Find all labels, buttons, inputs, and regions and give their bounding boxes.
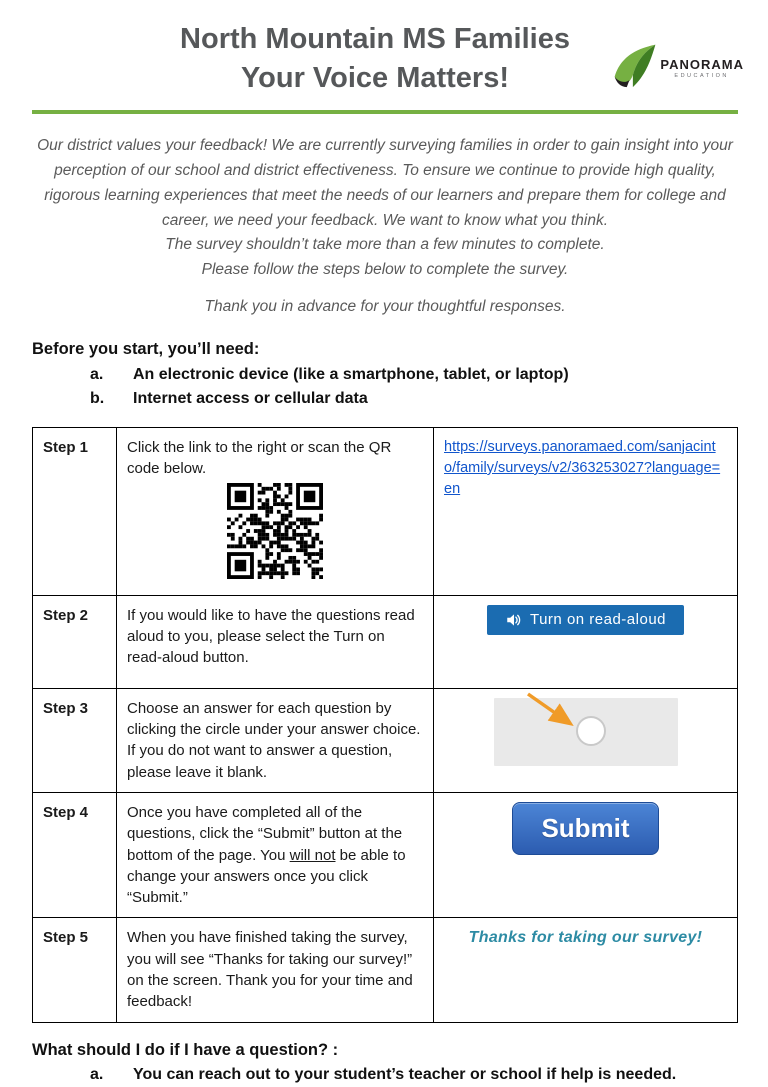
list-item bbox=[32, 1063, 738, 1087]
step-2-description: If you would like to have the questions read aloud to you, please select the Turn on read-aloud button. bbox=[117, 595, 434, 688]
step-3-visual-cell bbox=[434, 688, 738, 792]
steps-table bbox=[32, 427, 738, 1023]
list-marker: b. bbox=[90, 389, 105, 407]
table-row-step-4 bbox=[33, 792, 738, 917]
table-row-step-5 bbox=[33, 918, 738, 1022]
answer-choice-demo bbox=[494, 698, 678, 766]
before-start-list bbox=[32, 363, 738, 411]
intro-line-follow-steps: Please follow the steps below to complete the survey. bbox=[201, 261, 569, 279]
answer-radio-circle[interactable] bbox=[576, 716, 606, 746]
panorama-logo bbox=[606, 42, 744, 94]
step-4-description-underline: will not bbox=[289, 846, 336, 864]
step-5-visual-cell bbox=[434, 918, 738, 1022]
list-text: An electronic device (like a smartphone, tablet, or laptop) bbox=[133, 365, 569, 383]
read-aloud-button-label: Turn on read-aloud bbox=[529, 611, 667, 629]
before-start-section bbox=[32, 340, 738, 411]
list-text: You can reach out to your student’s teacher or school if help is needed. bbox=[133, 1065, 677, 1083]
step-4-label: Step 4 bbox=[33, 792, 117, 917]
list-text: Internet access or cellular data bbox=[133, 389, 368, 407]
step-1-visual-cell bbox=[434, 427, 738, 595]
step-4-description bbox=[117, 792, 434, 917]
intro-section bbox=[32, 134, 738, 320]
step-2-visual-cell bbox=[434, 595, 738, 688]
intro-line-thank-you: Thank you in advance for your thoughtful responses. bbox=[204, 298, 566, 316]
table-row-step-1 bbox=[33, 427, 738, 595]
step-5-label: Step 5 bbox=[33, 918, 117, 1022]
turn-on-read-aloud-button[interactable] bbox=[487, 605, 684, 635]
header bbox=[32, 20, 744, 98]
list-marker: a. bbox=[90, 365, 104, 383]
question-heading: What should I do if I have a question? : bbox=[32, 1040, 339, 1059]
qr-code-wrap bbox=[127, 483, 423, 585]
title-line-2: Your Voice Matters! bbox=[240, 62, 510, 95]
step-1-description-cell bbox=[117, 427, 434, 595]
thanks-message: Thanks for taking our survey! bbox=[468, 929, 703, 947]
green-divider bbox=[32, 110, 738, 114]
step-4-visual-cell bbox=[434, 792, 738, 917]
list-marker: a. bbox=[90, 1065, 104, 1083]
intro-line-duration: The survey shouldn’t take more than a few minutes to complete. bbox=[165, 236, 605, 254]
intro-paragraph: Our district values your feedback! We are currently surveying families in order to gain insight into your perception of our school and district effectiveness. To ensure we continue to provide high quality, rigorous learning experiences that meet the needs of our learners and prepare them for college and career, we need your feedback. We want to know what you think. bbox=[37, 137, 733, 229]
survey-link[interactable]: https://surveys.panoramaed.com/sanjacinto/family/surveys/v2/363253027?language=en bbox=[444, 438, 721, 497]
logo-name: PANORAMA bbox=[660, 57, 744, 72]
step-4-description-after: be able to change your answers once you click “Submit.” bbox=[127, 846, 406, 907]
before-start-heading: Before you start, you’ll need: bbox=[32, 339, 260, 358]
table-row-step-2 bbox=[33, 595, 738, 688]
panorama-swoosh-icon bbox=[606, 42, 658, 94]
step-1-label: Step 1 bbox=[33, 427, 117, 595]
step-3-description: Choose an answer for each question by clicking the circle under your answer choice. If you do not want to answer a question, please leave it blank. bbox=[117, 688, 434, 792]
list-item bbox=[32, 363, 738, 387]
qr-code bbox=[227, 483, 323, 579]
question-section bbox=[32, 1041, 738, 1087]
list-item bbox=[32, 387, 738, 411]
step-2-label: Step 2 bbox=[33, 595, 117, 688]
step-3-label: Step 3 bbox=[33, 688, 117, 792]
logo-text bbox=[660, 57, 744, 79]
logo-subtext: EDUCATION bbox=[674, 73, 729, 79]
step-1-description: Click the link to the right or scan the QR code below. bbox=[127, 438, 392, 478]
step-5-description: When you have finished taking the survey, you will see “Thanks for taking our survey!” on the screen. Thank you for your time and feedback! bbox=[117, 918, 434, 1022]
speaker-icon bbox=[505, 611, 523, 629]
step-4-description-before: Once you have completed all of the questions, click the “Submit” button at the bottom of the page. You bbox=[127, 803, 403, 864]
submit-button[interactable]: Submit bbox=[512, 802, 658, 855]
table-row-step-3 bbox=[33, 688, 738, 792]
title-line-1: North Mountain MS Families bbox=[180, 23, 570, 55]
